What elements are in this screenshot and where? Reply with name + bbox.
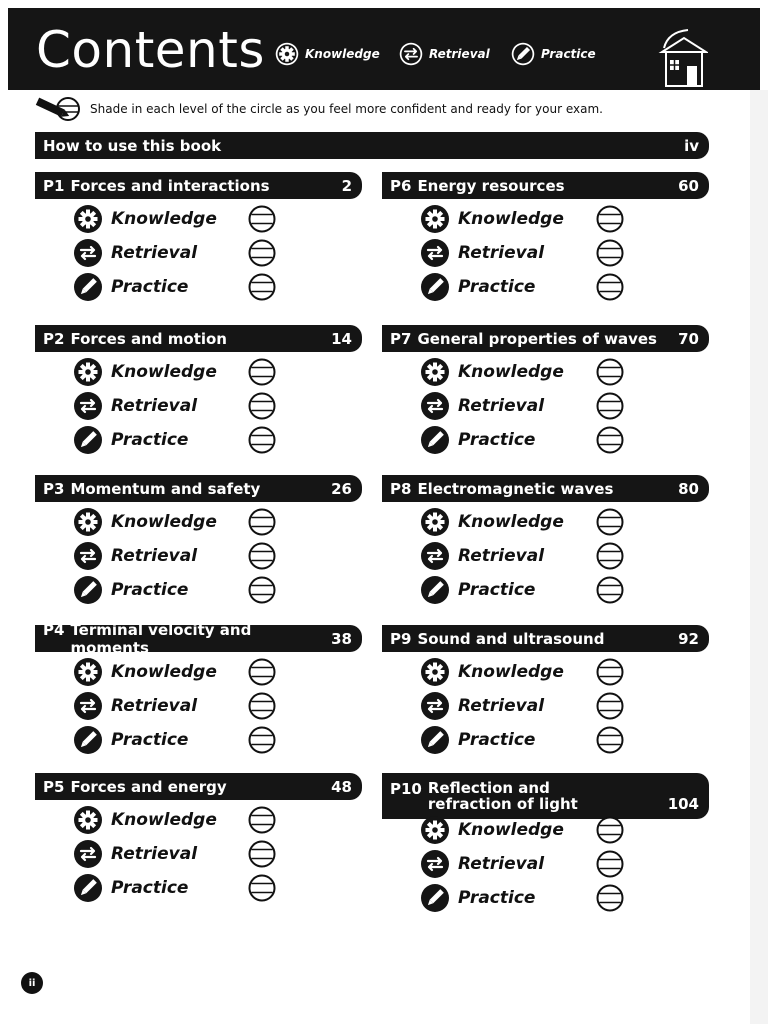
level-row-retrieval [73, 691, 400, 721]
chapter-page: 70 [678, 329, 699, 348]
header-bar [8, 8, 760, 90]
chapter-page: 26 [331, 479, 352, 498]
chapter-title: Forces and energy [70, 777, 227, 796]
legend-label: Retrieval [429, 47, 490, 61]
confidence-circle-icon[interactable] [596, 426, 624, 454]
confidence-circle-icon[interactable] [248, 392, 276, 420]
confidence-circle-icon[interactable] [596, 576, 624, 604]
level-label: Knowledge [111, 810, 217, 830]
level-row-retrieval [420, 238, 747, 268]
pencil-icon [420, 883, 450, 913]
gear-icon [420, 204, 450, 234]
level-row-practice [420, 575, 747, 605]
how-to-title: How to use this book [43, 136, 222, 155]
level-label: Retrieval [458, 854, 545, 874]
chapter-title: Electromagnetic waves [417, 479, 614, 498]
gear-icon [73, 657, 103, 687]
level-row-retrieval [420, 391, 747, 421]
level-row-knowledge [73, 507, 400, 537]
legend-practice [510, 41, 596, 67]
chapter-code: P4 [43, 620, 65, 639]
legend-knowledge [274, 41, 380, 67]
level-row-practice [73, 725, 400, 755]
level-label: Knowledge [458, 512, 564, 532]
chapter-page: 38 [331, 629, 352, 648]
pencil-icon [73, 575, 103, 605]
pencil-icon [420, 272, 450, 302]
level-row-retrieval [73, 391, 400, 421]
confidence-circle-icon[interactable] [596, 239, 624, 267]
chapter-title-group [43, 330, 227, 348]
chapter-code: P1 [43, 176, 65, 195]
level-row-practice [420, 725, 747, 755]
confidence-circle-icon[interactable] [248, 239, 276, 267]
level-row-knowledge [420, 815, 747, 845]
level-label: Practice [111, 430, 189, 450]
legend-retrieval [398, 41, 490, 67]
level-row-practice [73, 575, 400, 605]
chapter-title: General properties of waves [417, 329, 657, 348]
gear-icon [420, 357, 450, 387]
instruction-text: Shade in each level of the circle as you feel more confident and ready for your exam. [90, 102, 603, 116]
confidence-circle-icon[interactable] [248, 806, 276, 834]
confidence-circle-icon[interactable] [596, 658, 624, 686]
swap-arrows-icon [420, 849, 450, 879]
chapter-title: Reflection and refraction of light [427, 779, 578, 813]
level-label: Knowledge [458, 209, 564, 229]
pencil-icon [73, 873, 103, 903]
confidence-circle-icon[interactable] [248, 508, 276, 536]
level-label: Knowledge [458, 662, 564, 682]
confidence-circle-icon[interactable] [596, 392, 624, 420]
gear-icon [73, 357, 103, 387]
level-row-knowledge [73, 805, 400, 835]
chapter-title: Forces and motion [70, 329, 227, 348]
confidence-circle-icon[interactable] [596, 850, 624, 878]
instruction [34, 96, 603, 122]
level-label: Retrieval [458, 243, 545, 263]
chapter-title: Energy resources [417, 176, 565, 195]
confidence-circle-icon[interactable] [248, 273, 276, 301]
shading-pencil-icon [34, 96, 82, 122]
chapter-header-p3[interactable] [35, 475, 362, 502]
confidence-circle-icon[interactable] [596, 358, 624, 386]
level-label: Practice [458, 730, 536, 750]
legend-label: Knowledge [305, 47, 380, 61]
chapter-page: 104 [667, 795, 699, 813]
house-logo-icon [658, 28, 708, 90]
chapter-code: P9 [390, 629, 412, 648]
gear-icon [274, 41, 300, 67]
level-label: Retrieval [458, 396, 545, 416]
pencil-icon [510, 41, 536, 67]
confidence-circle-icon[interactable] [248, 874, 276, 902]
confidence-circle-icon[interactable] [248, 726, 276, 754]
level-label: Knowledge [111, 362, 217, 382]
pencil-icon [73, 725, 103, 755]
level-label: Retrieval [111, 844, 198, 864]
level-row-knowledge [73, 204, 400, 234]
swap-arrows-icon [73, 691, 103, 721]
level-row-knowledge [73, 657, 400, 687]
how-to-use-bar[interactable] [35, 132, 709, 159]
level-label: Practice [458, 277, 536, 297]
chapter-title: Momentum and safety [70, 479, 261, 498]
chapter-code: P5 [43, 777, 65, 796]
chapter-title-group [390, 630, 604, 648]
legend-label: Practice [541, 47, 596, 61]
confidence-circle-icon[interactable] [248, 658, 276, 686]
chapter-title-group [390, 780, 628, 812]
chapter-code: P8 [390, 479, 412, 498]
level-row-practice [73, 272, 400, 302]
pencil-icon [73, 425, 103, 455]
confidence-circle-icon[interactable] [248, 205, 276, 233]
pencil-icon [73, 272, 103, 302]
level-row-knowledge [420, 507, 747, 537]
chapter-code: P6 [390, 176, 412, 195]
gear-icon [420, 657, 450, 687]
level-label: Retrieval [111, 696, 198, 716]
level-label: Retrieval [111, 243, 198, 263]
level-label: Knowledge [458, 362, 564, 382]
level-row-retrieval [420, 849, 747, 879]
chapter-page: 14 [331, 329, 352, 348]
chapter-title-group [390, 480, 613, 498]
level-row-knowledge [420, 204, 747, 234]
chapter-title: Terminal velocity and moments [70, 620, 252, 657]
chapter-title: Forces and interactions [70, 176, 270, 195]
pencil-icon [420, 725, 450, 755]
chapter-header-p10[interactable] [382, 773, 709, 819]
level-label: Practice [111, 277, 189, 297]
chapter-title-group [43, 621, 331, 657]
confidence-circle-icon[interactable] [248, 576, 276, 604]
chapter-code: P7 [390, 329, 412, 348]
level-row-retrieval [73, 541, 400, 571]
chapter-page: 92 [678, 629, 699, 648]
chapter-page: 60 [678, 176, 699, 195]
swap-arrows-icon [398, 41, 424, 67]
level-label: Practice [458, 430, 536, 450]
confidence-circle-icon[interactable] [248, 692, 276, 720]
confidence-circle-icon[interactable] [596, 692, 624, 720]
confidence-circle-icon[interactable] [596, 508, 624, 536]
pencil-icon [420, 425, 450, 455]
level-row-practice [420, 272, 747, 302]
confidence-circle-icon[interactable] [248, 426, 276, 454]
chapter-header-p1[interactable] [35, 172, 362, 199]
chapter-header-p2[interactable] [35, 325, 362, 352]
pencil-icon [420, 575, 450, 605]
level-row-retrieval [73, 238, 400, 268]
page-number: ii [21, 972, 43, 994]
confidence-circle-icon[interactable] [248, 840, 276, 868]
confidence-circle-icon[interactable] [596, 205, 624, 233]
swap-arrows-icon [420, 391, 450, 421]
level-label: Retrieval [458, 546, 545, 566]
chapter-code: P2 [43, 329, 65, 348]
chapter-page: 80 [678, 479, 699, 498]
swap-arrows-icon [420, 238, 450, 268]
confidence-circle-icon[interactable] [596, 884, 624, 912]
chapter-title: Sound and ultrasound [417, 629, 605, 648]
level-row-practice [73, 425, 400, 455]
chapter-title-group [390, 330, 657, 348]
chapter-header-p7[interactable] [382, 325, 709, 352]
level-label: Knowledge [111, 209, 217, 229]
swap-arrows-icon [73, 839, 103, 869]
chapter-header-p6[interactable] [382, 172, 709, 199]
gear-icon [420, 815, 450, 845]
level-row-retrieval [420, 691, 747, 721]
level-row-retrieval [420, 541, 747, 571]
swap-arrows-icon [73, 391, 103, 421]
level-row-practice [73, 873, 400, 903]
page-title: Contents [36, 21, 265, 79]
swap-arrows-icon [420, 691, 450, 721]
level-row-retrieval [73, 839, 400, 869]
confidence-circle-icon[interactable] [248, 358, 276, 386]
confidence-circle-icon[interactable] [596, 273, 624, 301]
confidence-circle-icon[interactable] [596, 816, 624, 844]
swap-arrows-icon [73, 541, 103, 571]
chapter-page: 2 [341, 176, 352, 195]
level-row-knowledge [420, 357, 747, 387]
level-row-knowledge [420, 657, 747, 687]
level-label: Knowledge [458, 820, 564, 840]
how-to-page: iv [684, 136, 699, 155]
gear-icon [420, 507, 450, 537]
gear-icon [73, 507, 103, 537]
gear-icon [73, 805, 103, 835]
level-label: Practice [111, 580, 189, 600]
level-row-knowledge [73, 357, 400, 387]
chapter-title-group [390, 177, 565, 195]
page-edge [750, 90, 768, 1024]
swap-arrows-icon [73, 238, 103, 268]
chapter-header-p9[interactable] [382, 625, 709, 652]
chapter-code: P10 [390, 780, 422, 798]
level-label: Practice [111, 878, 189, 898]
confidence-circle-icon[interactable] [596, 542, 624, 570]
chapter-header-p5[interactable] [35, 773, 362, 800]
level-label: Retrieval [111, 396, 198, 416]
swap-arrows-icon [420, 541, 450, 571]
level-label: Practice [111, 730, 189, 750]
confidence-circle-icon[interactable] [248, 542, 276, 570]
level-label: Practice [458, 580, 536, 600]
chapter-code: P3 [43, 479, 65, 498]
level-label: Retrieval [458, 696, 545, 716]
gear-icon [73, 204, 103, 234]
level-row-practice [420, 425, 747, 455]
chapter-header-p4[interactable] [35, 620, 362, 657]
level-row-practice [420, 883, 747, 913]
chapter-page: 48 [331, 777, 352, 796]
chapter-title-group [43, 480, 260, 498]
confidence-circle-icon[interactable] [596, 726, 624, 754]
chapter-header-p8[interactable] [382, 475, 709, 502]
chapter-title-group [43, 177, 270, 195]
level-label: Retrieval [111, 546, 198, 566]
level-label: Knowledge [111, 512, 217, 532]
level-label: Practice [458, 888, 536, 908]
chapter-title-group [43, 778, 227, 796]
level-label: Knowledge [111, 662, 217, 682]
